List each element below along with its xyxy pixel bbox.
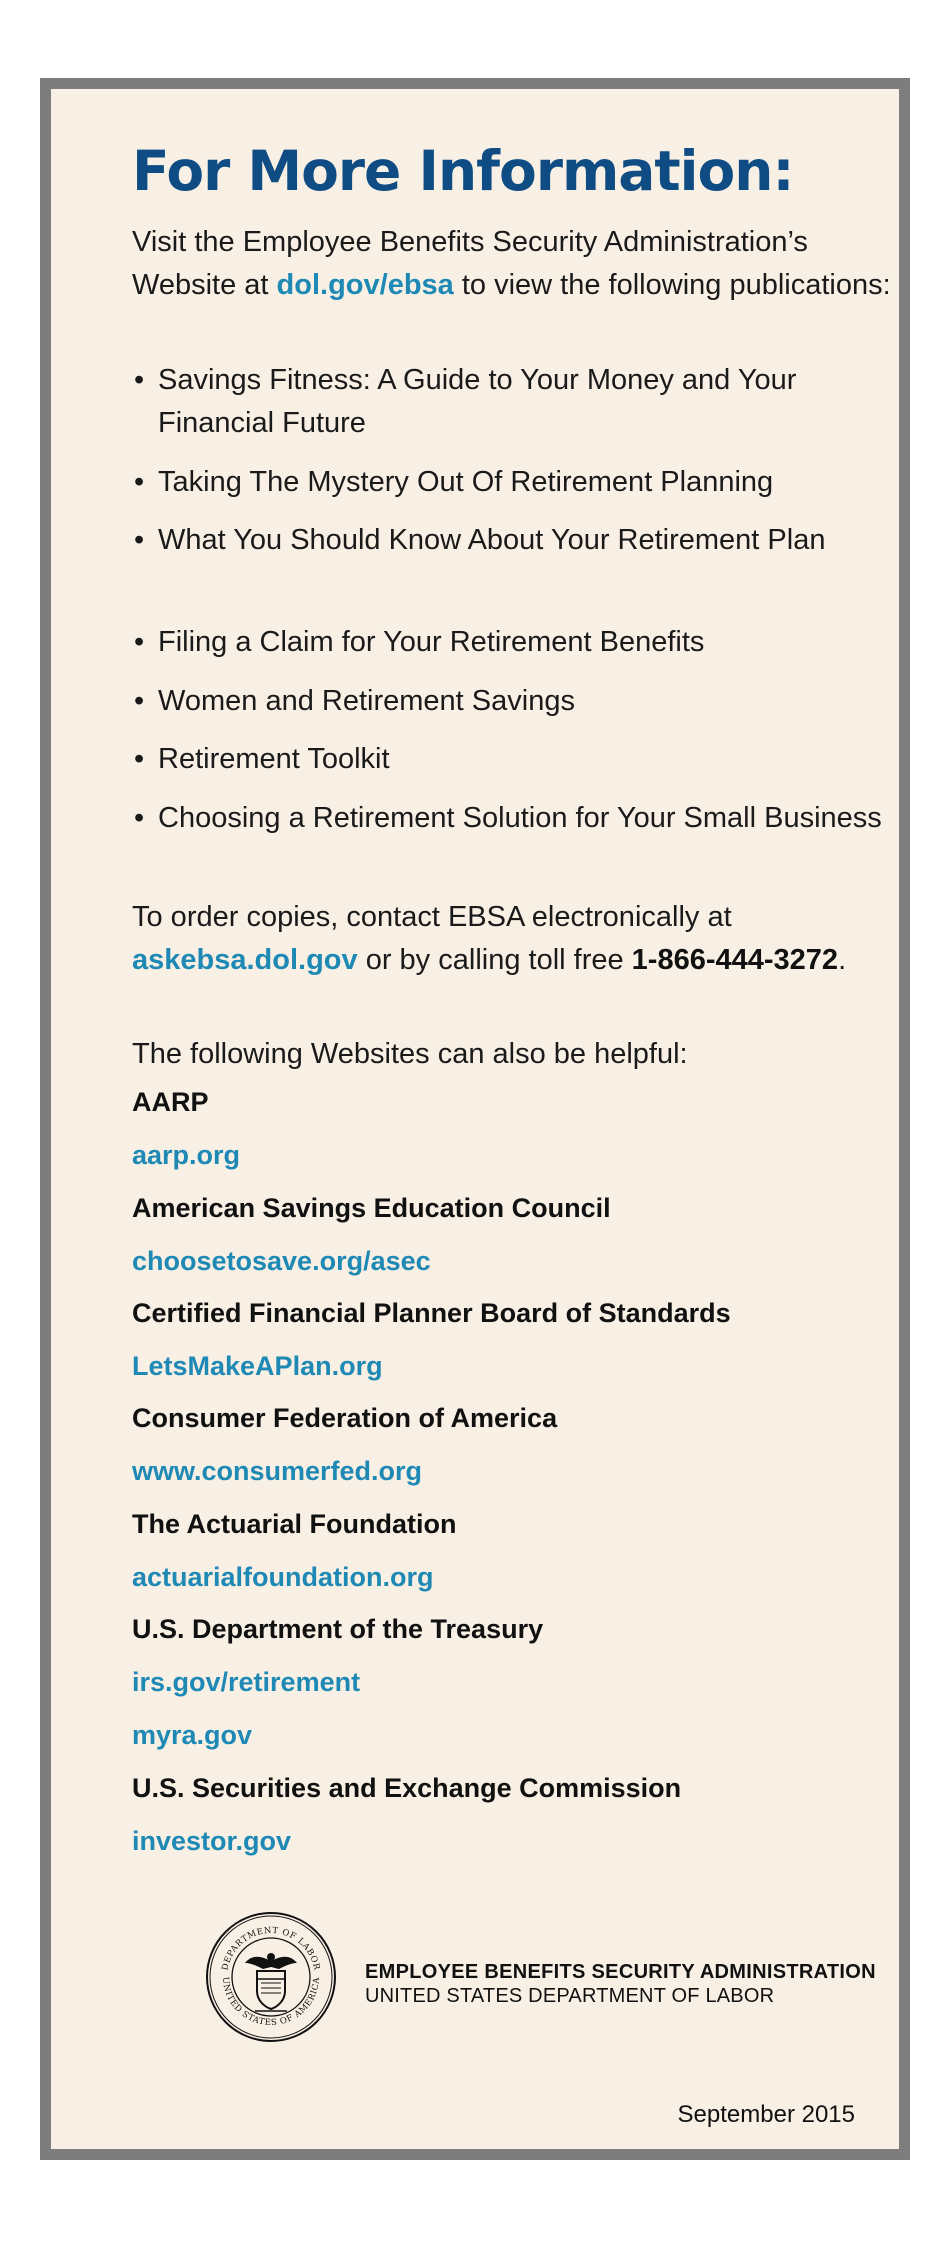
info-panel	[40, 78, 910, 2160]
order-text-after: .	[838, 944, 847, 976]
publication-title: Retirement Toolkit	[158, 743, 390, 775]
link-letsmakeaplan[interactable]: LetsMakeAPlan.org	[132, 1351, 383, 1381]
bullet-marker: •	[134, 524, 145, 556]
link-consumerfed[interactable]: www.consumerfed.org	[132, 1456, 423, 1486]
intro-paragraph	[132, 221, 912, 307]
publication-title: Savings Fitness: A Guide to Your Money and Your Financial Future	[158, 364, 797, 439]
publication-title: Choosing a Retirement Solution for Your Small Business	[158, 802, 882, 834]
bullet-marker: •	[134, 466, 145, 498]
list-item	[132, 359, 912, 445]
bullet-marker: •	[134, 802, 145, 834]
list-item	[132, 680, 912, 723]
list-item	[132, 461, 912, 504]
link-investor[interactable]: investor.gov	[132, 1826, 292, 1856]
askebsa-link[interactable]: askebsa.dol.gov	[132, 944, 358, 976]
list-item	[132, 621, 912, 664]
publication-title: What You Should Know About Your Retirement Plan	[158, 524, 826, 556]
svg-text:UNITED STATES OF AMERICA	[220, 1976, 322, 2028]
list-item	[132, 797, 912, 840]
department-of-labor-seal-icon	[205, 1911, 337, 2043]
org-name-aarp: AARP	[132, 1087, 209, 1117]
publication-date: September 2015	[677, 2101, 855, 2128]
websites-intro: The following Websites can also be helpful:	[132, 1038, 688, 1070]
link-irs-retirement[interactable]: irs.gov/retirement	[132, 1667, 361, 1697]
intro-text-after: to view the following publications:	[453, 269, 891, 301]
org-name-actuarial-foundation: The Actuarial Foundation	[132, 1509, 457, 1539]
agency-line-1: EMPLOYEE BENEFITS SECURITY ADMINISTRATION	[365, 1961, 876, 1983]
agency-name	[365, 1960, 876, 2008]
publication-title: Taking The Mystery Out Of Retirement Planning	[158, 466, 774, 498]
list-item	[132, 738, 912, 781]
link-choosetosave[interactable]: choosetosave.org/asec	[132, 1246, 431, 1276]
dol-ebsa-link[interactable]: dol.gov/ebsa	[276, 269, 454, 301]
phone-number: 1-866-444-3272	[631, 944, 839, 976]
publication-title: Filing a Claim for Your Retirement Benefits	[158, 626, 705, 658]
bullet-marker: •	[134, 364, 145, 396]
org-name-consumer-federation: Consumer Federation of America	[132, 1403, 558, 1433]
link-aarp[interactable]: aarp.org	[132, 1140, 241, 1170]
seal-text-top: DEPARTMENT OF LABOR	[220, 1925, 322, 1972]
bullet-marker: •	[134, 626, 145, 658]
intro-text-before: Visit the Employee Benefits Security Administration’s Website at	[132, 226, 808, 301]
publication-title: Women and Retirement Savings	[158, 685, 575, 717]
seal-text-bottom: UNITED STATES OF AMERICA	[219, 1976, 323, 2029]
list-item	[132, 519, 912, 562]
bullet-marker: •	[134, 685, 145, 717]
org-name-cfp-board: Certified Financial Planner Board of Standards	[132, 1298, 731, 1328]
org-name-treasury: U.S. Department of the Treasury	[132, 1614, 544, 1644]
agency-line-2: UNITED STATES DEPARTMENT OF LABOR	[365, 1985, 775, 2007]
page-title: For More Information:	[132, 139, 794, 203]
org-name-asec: American Savings Education Council	[132, 1193, 611, 1223]
bullet-marker: •	[134, 743, 145, 775]
order-text-before: To order copies, contact EBSA electronically at	[132, 901, 732, 933]
order-paragraph	[132, 896, 912, 982]
link-myra[interactable]: myra.gov	[132, 1720, 253, 1750]
order-text-middle: or by calling toll free	[357, 944, 632, 976]
link-actuarialfoundation[interactable]: actuarialfoundation.org	[132, 1562, 434, 1592]
org-name-sec: U.S. Securities and Exchange Commission	[132, 1773, 682, 1803]
